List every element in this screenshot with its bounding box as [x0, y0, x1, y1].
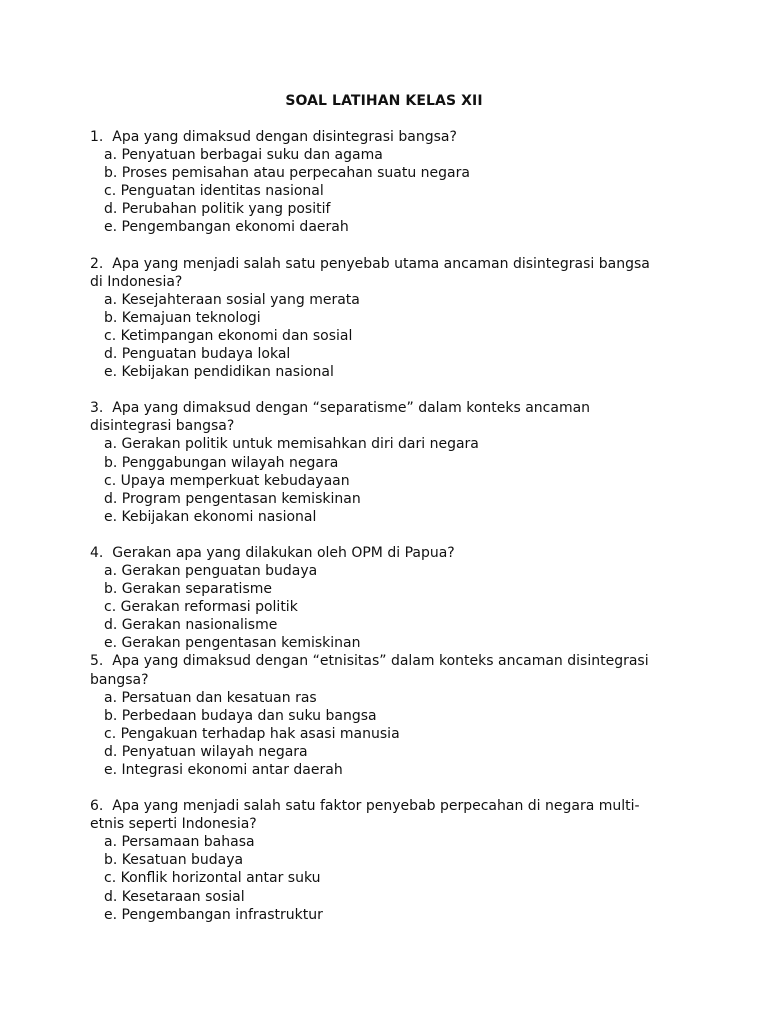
answer-option — [90, 200, 650, 218]
option-text: Pengembangan ekonomi daerah — [121, 219, 349, 236]
option-text: Kesatuan budaya — [121, 852, 244, 869]
option-text: Kemajuan teknologi — [121, 309, 261, 326]
option-letter: b. — [104, 454, 118, 471]
option-text: Penyatuan berbagai suku dan agama — [121, 147, 383, 164]
option-text: Persatuan dan kesatuan ras — [121, 689, 317, 706]
option-letter: c. — [104, 725, 117, 742]
option-letter: c. — [104, 599, 117, 616]
option-text: Kesejahteraan sosial yang merata — [121, 291, 360, 308]
option-text: Pengakuan terhadap hak asasi manusia — [120, 725, 400, 742]
answer-option — [90, 616, 650, 634]
option-letter: d. — [104, 490, 118, 507]
option-text: Konflik horizontal antar suku — [120, 870, 321, 887]
option-letter: a. — [104, 436, 118, 453]
answer-option — [90, 888, 650, 906]
answer-option — [90, 562, 650, 580]
question-text: Apa yang menjadi salah satu penyebab utama ancaman disintegrasi bangsa di Indonesia? — [90, 255, 650, 290]
option-text: Persamaan bahasa — [121, 834, 255, 851]
question-text: Apa yang menjadi salah satu faktor penyebab perpecahan di negara multi-etnis seperti Indonesia? — [90, 798, 640, 833]
option-letter: c. — [104, 327, 117, 344]
question-number: 5. — [90, 653, 104, 670]
option-letter: d. — [104, 743, 118, 760]
option-text: Gerakan politik untuk memisahkan diri dari negara — [121, 436, 479, 453]
question-number: 6. — [90, 798, 104, 815]
question-number: 4. — [90, 544, 104, 561]
option-letter: b. — [104, 707, 118, 724]
question-number: 1. — [90, 129, 104, 145]
question-1 — [90, 128, 650, 237]
question-2 — [90, 255, 650, 382]
question-number: 2. — [90, 255, 104, 272]
document-page — [90, 92, 650, 924]
option-text: Penguatan identitas nasional — [120, 183, 324, 200]
option-letter: e. — [104, 364, 118, 381]
answer-option — [90, 707, 650, 725]
answer-option — [90, 689, 650, 707]
option-text: Kebijakan ekonomi nasional — [121, 508, 317, 525]
answer-option — [90, 598, 650, 616]
option-letter: c. — [104, 870, 117, 887]
option-letter: b. — [104, 165, 118, 182]
question-text: Apa yang dimaksud dengan disintegrasi bangsa? — [112, 129, 457, 145]
answer-option — [90, 580, 650, 598]
answer-option — [90, 291, 650, 309]
answer-option — [90, 869, 650, 887]
option-text: Ketimpangan ekonomi dan sosial — [120, 327, 353, 344]
answer-option — [90, 345, 650, 363]
option-letter: b. — [104, 852, 118, 869]
answer-option — [90, 743, 650, 761]
answer-option — [90, 725, 650, 743]
option-text: Perubahan politik yang positif — [121, 201, 331, 218]
answer-option — [90, 472, 650, 490]
answer-option — [90, 363, 650, 381]
option-letter: b. — [104, 309, 118, 326]
question-6 — [90, 797, 650, 924]
option-letter: c. — [104, 183, 117, 200]
answer-option — [90, 218, 650, 236]
answer-option — [90, 906, 650, 924]
option-letter: d. — [104, 888, 118, 905]
answer-option — [90, 182, 650, 200]
option-text: Gerakan separatisme — [121, 581, 272, 598]
document-title: SOAL LATIHAN KELAS XII — [285, 93, 483, 109]
option-text: Integrasi ekonomi antar daerah — [121, 762, 343, 778]
option-text: Pengembangan infrastruktur — [121, 906, 323, 923]
option-text: Gerakan nasionalisme — [121, 617, 278, 634]
option-letter: a. — [104, 689, 118, 706]
option-letter: e. — [104, 762, 118, 778]
question-text: Apa yang dimaksud dengan “separatisme” dalam konteks ancaman disintegrasi bangsa? — [90, 400, 591, 435]
option-text: Penggabungan wilayah negara — [121, 454, 339, 471]
option-letter: a. — [104, 562, 118, 579]
option-letter: e. — [104, 508, 118, 525]
option-letter: a. — [104, 834, 118, 851]
answer-option — [90, 164, 650, 182]
option-text: Gerakan pengentasan kemiskinan — [121, 635, 361, 652]
question-5 — [90, 652, 650, 779]
question-text-line — [90, 255, 650, 291]
option-text: Upaya memperkuat kebudayaan — [120, 472, 350, 489]
question-text: Apa yang dimaksud dengan “etnisitas” dalam konteks ancaman disintegrasi bangsa? — [90, 653, 649, 688]
answer-option — [90, 761, 650, 779]
option-text: Gerakan penguatan budaya — [121, 562, 318, 579]
question-text-line — [90, 128, 650, 146]
option-letter: d. — [104, 201, 118, 218]
answer-option — [90, 327, 650, 345]
option-text: Perbedaan budaya dan suku bangsa — [121, 707, 377, 724]
option-text: Gerakan reformasi politik — [120, 599, 298, 616]
option-text: Kesetaraan sosial — [121, 888, 245, 905]
option-text: Program pengentasan kemiskinan — [121, 490, 361, 507]
option-text: Proses pemisahan atau perpecahan suatu negara — [121, 165, 470, 182]
answer-option — [90, 454, 650, 472]
question-text-line — [90, 797, 650, 833]
option-letter: b. — [104, 581, 118, 598]
option-letter: e. — [104, 219, 118, 236]
option-letter: a. — [104, 147, 118, 164]
question-text-line — [90, 399, 650, 435]
question-4 — [90, 544, 650, 653]
question-text-line — [90, 544, 650, 562]
answer-option — [90, 490, 650, 508]
answer-option — [90, 833, 650, 851]
option-letter: a. — [104, 291, 118, 308]
option-letter: c. — [104, 472, 117, 489]
question-list — [90, 128, 650, 924]
question-3 — [90, 399, 650, 526]
answer-option — [90, 309, 650, 327]
answer-option — [90, 146, 650, 164]
option-letter: e. — [104, 635, 118, 652]
question-text-line — [90, 652, 650, 688]
option-letter: e. — [104, 906, 118, 923]
option-text: Kebijakan pendidikan nasional — [121, 364, 334, 381]
answer-option — [90, 634, 650, 652]
option-text: Penyatuan wilayah negara — [121, 743, 308, 760]
option-letter: d. — [104, 617, 118, 634]
answer-option — [90, 851, 650, 869]
question-text: Gerakan apa yang dilakukan oleh OPM di Papua? — [112, 544, 455, 561]
answer-option — [90, 508, 650, 526]
answer-option — [90, 435, 650, 453]
option-text: Penguatan budaya lokal — [121, 346, 291, 363]
question-number: 3. — [90, 400, 104, 417]
option-letter: d. — [104, 346, 118, 363]
